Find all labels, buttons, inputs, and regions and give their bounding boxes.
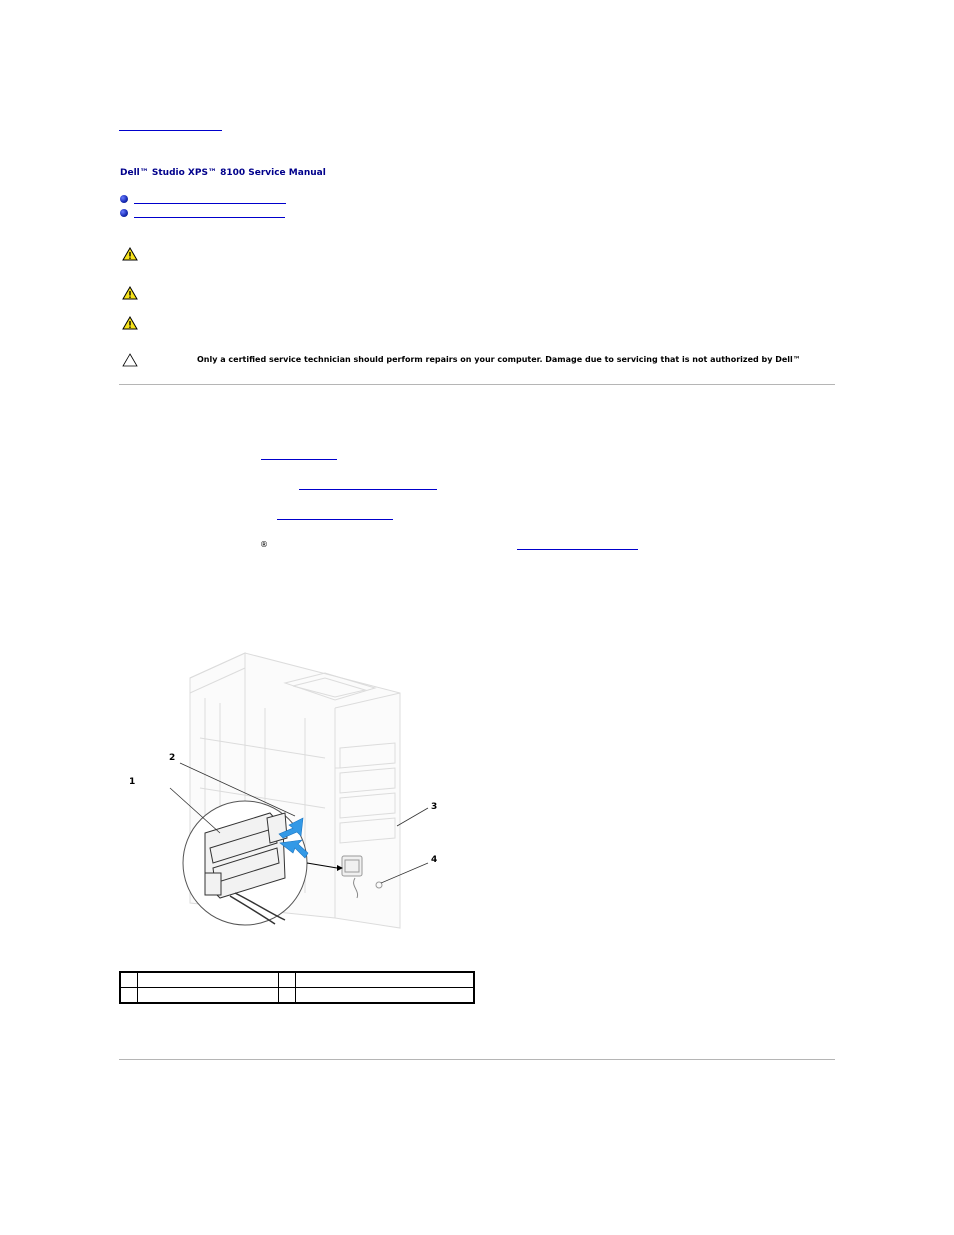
callout-number-3: 3 bbox=[431, 802, 438, 812]
warning-triangle-icon bbox=[122, 286, 138, 300]
bullet-icon bbox=[120, 209, 128, 217]
toc-link-2[interactable] bbox=[134, 217, 285, 218]
step-link-3[interactable] bbox=[277, 519, 393, 520]
table-cell bbox=[138, 988, 279, 1004]
step-link-4[interactable] bbox=[517, 549, 638, 550]
step-link-2[interactable] bbox=[299, 489, 437, 490]
table-cell bbox=[279, 988, 296, 1004]
table-cell bbox=[296, 988, 475, 1004]
removal-illustration bbox=[129, 648, 455, 938]
section-divider bbox=[119, 384, 835, 385]
registered-mark: ® bbox=[260, 540, 268, 549]
section-divider bbox=[119, 1059, 835, 1060]
table-cell bbox=[296, 972, 475, 988]
table-cell bbox=[138, 972, 279, 988]
step-link-1[interactable] bbox=[261, 459, 337, 460]
bullet-icon bbox=[120, 195, 128, 203]
caution-triangle-icon bbox=[122, 353, 138, 367]
table-row bbox=[120, 988, 474, 1004]
table-row bbox=[120, 972, 474, 988]
warning-triangle-icon bbox=[122, 247, 138, 261]
callout-number-2: 2 bbox=[169, 753, 176, 763]
callout-number-1: 1 bbox=[129, 777, 136, 787]
callout-table bbox=[119, 971, 475, 1004]
back-to-contents-link[interactable] bbox=[119, 130, 222, 131]
table-cell bbox=[279, 972, 296, 988]
toc-link-1[interactable] bbox=[134, 203, 286, 204]
manual-title: Dell™ Studio XPS™ 8100 Service Manual bbox=[120, 168, 326, 178]
caution-notice-text: Only a certified service technician should perform repairs on your computer. Damage due to servicing that is not authorized by Dell™ bbox=[197, 355, 801, 364]
warning-triangle-icon bbox=[122, 316, 138, 330]
table-cell bbox=[120, 972, 138, 988]
callout-number-4: 4 bbox=[431, 855, 438, 865]
table-cell bbox=[120, 988, 138, 1004]
